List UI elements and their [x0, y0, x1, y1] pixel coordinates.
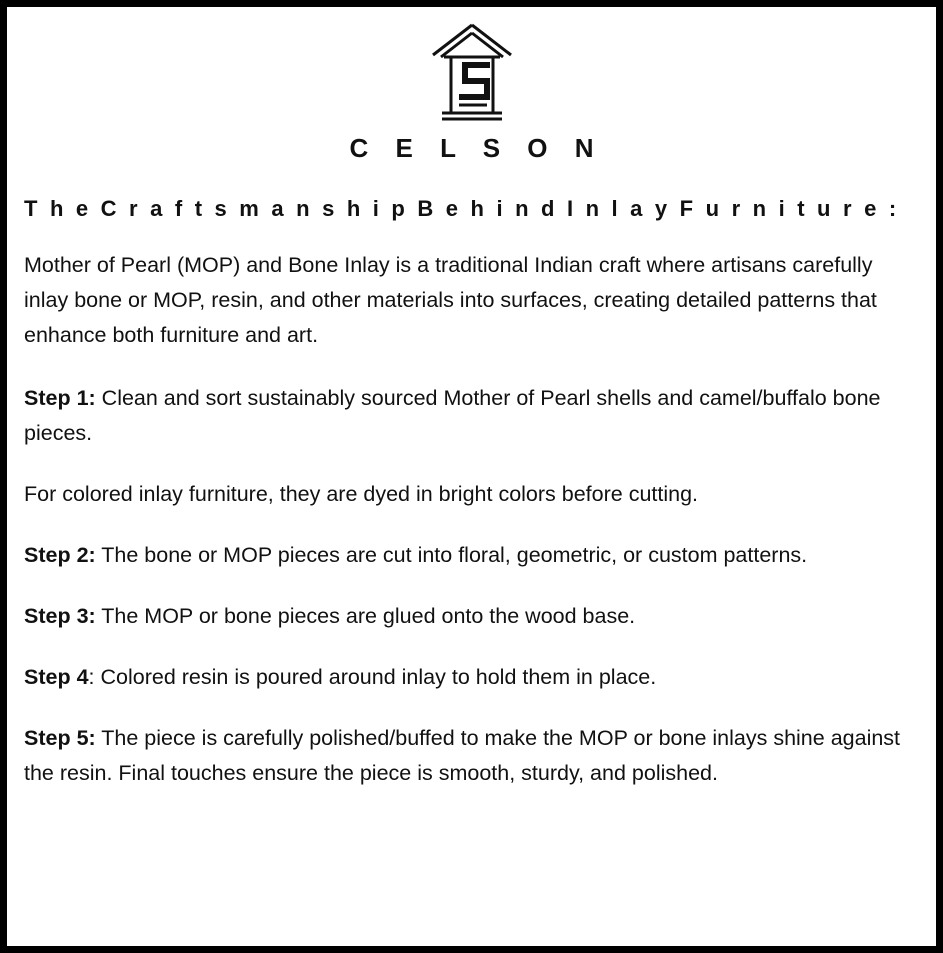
- step-text-4: The MOP or bone pieces are glued onto the wood base.: [95, 604, 636, 628]
- brand-name: C E L S O N: [349, 133, 604, 163]
- step-label-5: Step 4: [24, 665, 89, 689]
- page-title: T h e C r a f t s m a n s h i p B e h i n d I n l a y F u r n i t u r e :: [24, 196, 900, 221]
- step-text-6: The piece is carefully polished/buffed to make the MOP or bone inlays shine against the resin. Final touches ensure the piece is smooth, sturdy, and polished.: [24, 726, 901, 785]
- step-text-1: Clean and sort sustainably sourced Mother of Pearl shells and camel/buffalo bone pieces.: [24, 386, 881, 445]
- brand-header: [24, 17, 919, 164]
- step-paragraph-4: [24, 599, 919, 634]
- step-label-3: Step 2:: [24, 543, 96, 567]
- step-text-3: The bone or MOP pieces are cut into floral, geometric, or custom patterns.: [95, 543, 808, 567]
- step-paragraph-5: [24, 660, 919, 695]
- intro-paragraph: Mother of Pearl (MOP) and Bone Inlay is a traditional Indian craft where artisans carefully inlay bone or MOP, resin, and other materials into surfaces, creating detailed patterns that enhance both furniture and art.: [24, 253, 877, 347]
- step-paragraph-1: [24, 381, 919, 451]
- step-paragraph-3: [24, 538, 919, 573]
- step-paragraph-2: [24, 477, 919, 512]
- step-label-6: Step 5:: [24, 726, 96, 750]
- step-text-5: : Colored resin is poured around inlay to hold them in place.: [88, 665, 657, 689]
- body-copy: [24, 248, 919, 791]
- house-monogram-logo-icon: [429, 21, 515, 121]
- step-text-2: For colored inlay furniture, they are dyed in bright colors before cutting.: [24, 482, 699, 506]
- step-paragraph-6: [24, 721, 919, 791]
- step-label-4: Step 3:: [24, 604, 96, 628]
- step-label-1: Step 1:: [24, 386, 96, 410]
